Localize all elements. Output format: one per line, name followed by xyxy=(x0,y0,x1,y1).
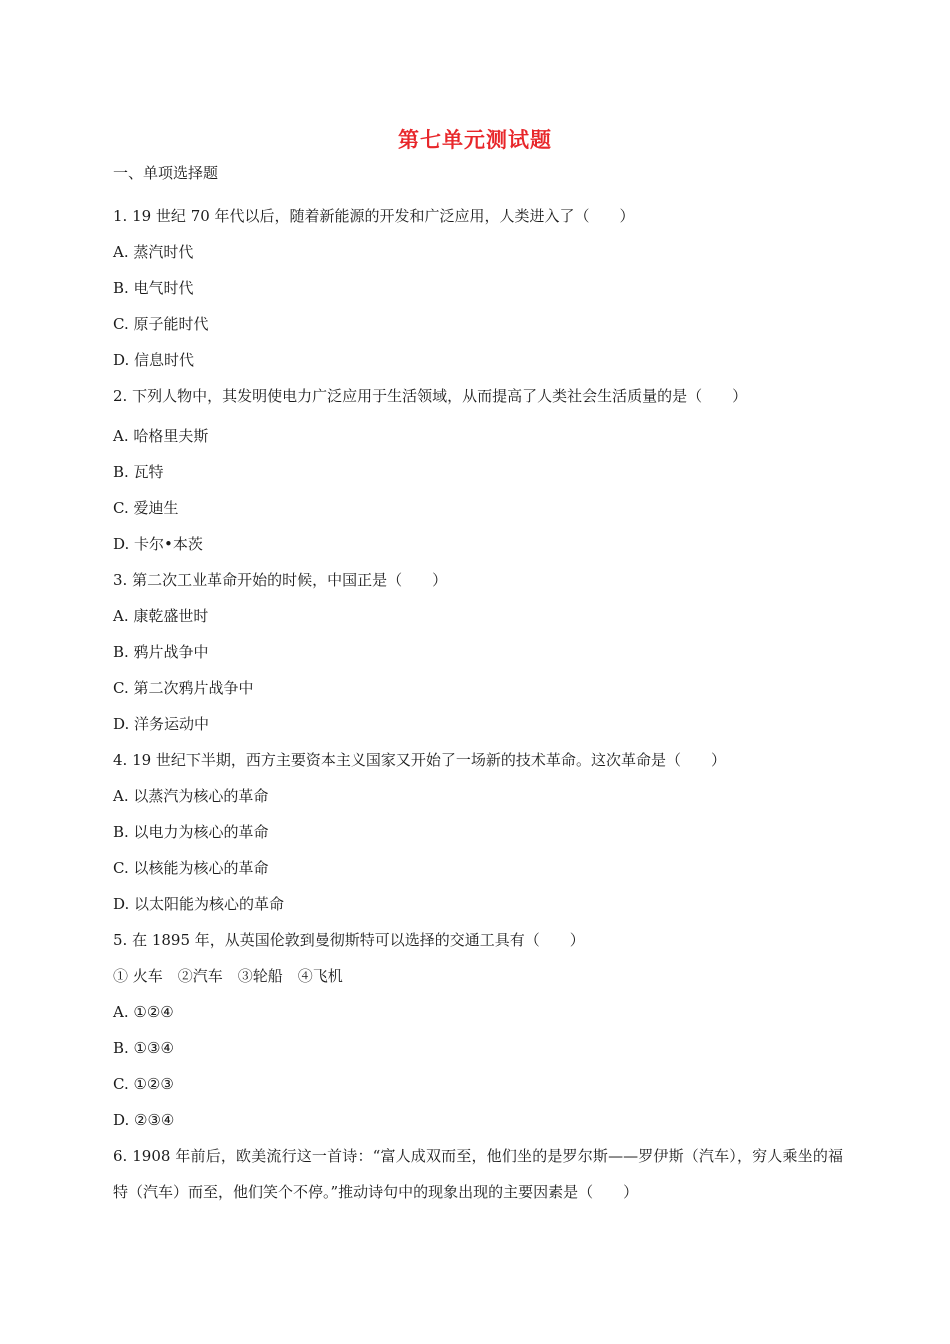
option-a: A. 蒸汽时代 xyxy=(113,243,194,261)
option-d: D. 以太阳能为核心的革命 xyxy=(113,895,285,913)
question-6 xyxy=(113,1138,843,1210)
question-2 xyxy=(113,378,843,562)
question-1 xyxy=(113,198,843,378)
question-stem: 5. 在 1895 年，从英国伦敦到曼彻斯特可以选择的交通工具有（ ） xyxy=(113,931,585,949)
option-d: D. ②③④ xyxy=(113,1111,175,1129)
option-d: D. 卡尔•本茨 xyxy=(113,535,203,553)
question-stem: 2. 下列人物中，其发明使电力广泛应用于生活领域，从而提高了人类社会生活质量的是（ ） xyxy=(113,387,748,405)
option-b: B. 以电力为核心的革命 xyxy=(113,823,269,841)
question-4 xyxy=(113,742,843,922)
question-stem: 4. 19 世纪下半期，西方主要资本主义国家又开始了一场新的技术革命。这次革命是（ ） xyxy=(113,751,726,769)
question-stem: 3. 第二次工业革命开始的时候，中国正是（ ） xyxy=(113,571,448,589)
option-b: B. 鸦片战争中 xyxy=(113,643,209,661)
option-a: A. 哈格里夫斯 xyxy=(113,427,209,445)
option-a: A. 康乾盛世时 xyxy=(113,607,209,625)
option-b: B. 瓦特 xyxy=(113,463,164,481)
option-c: C. 爱迪生 xyxy=(113,499,179,517)
option-d: D. 洋务运动中 xyxy=(113,715,210,733)
question-stem: 6. 1908 年前后，欧美流行这一首诗：“富人成双而至，他们坐的是罗尔斯——罗伊斯（汽车），穷人乘坐的福特（汽车）而至，他们笑个不停。”推动诗句中的现象出现的主要因素是（ ） xyxy=(113,1147,843,1201)
option-c: C. 原子能时代 xyxy=(113,315,209,333)
option-c: C. 以核能为核心的革命 xyxy=(113,859,269,877)
question-stem: 1. 19 世纪 70 年代以后，随着新能源的开发和广泛应用，人类进入了（ ） xyxy=(113,207,635,225)
question-list xyxy=(113,198,843,1210)
option-a: A. ①②④ xyxy=(113,1003,174,1021)
option-a: A. 以蒸汽为核心的革命 xyxy=(113,787,269,805)
question-5 xyxy=(113,922,843,1138)
option-c: C. 第二次鸦片战争中 xyxy=(113,679,254,697)
option-d: D. 信息时代 xyxy=(113,351,195,369)
question-3 xyxy=(113,562,843,742)
option-b: B. ①③④ xyxy=(113,1039,174,1057)
page-title: 第七单元测试题 xyxy=(398,128,552,152)
section-heading: 一、单项选择题 xyxy=(113,164,219,182)
question-items: ① 火车 ②汽车 ③轮船 ④飞机 xyxy=(113,967,343,985)
option-c: C. ①②③ xyxy=(113,1075,174,1093)
option-b: B. 电气时代 xyxy=(113,279,194,297)
